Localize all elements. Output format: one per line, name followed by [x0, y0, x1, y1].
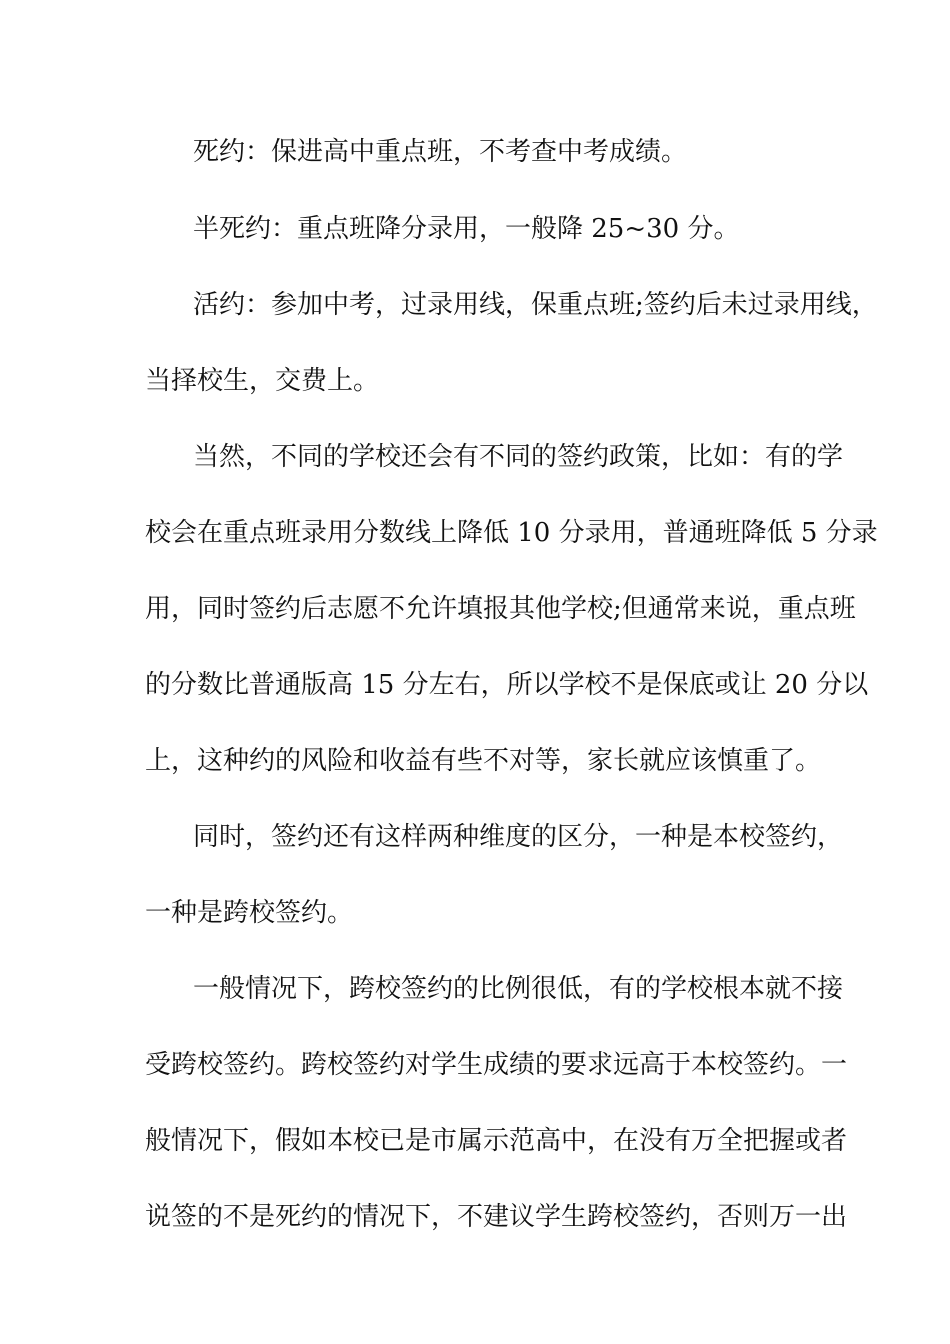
paragraph-line: 的分数比普通版高 15 分左右，所以学校不是保底或让 20 分以 — [145, 670, 869, 700]
paragraph-line: 上，这种约的风险和收益有些不对等，家长就应该慎重了。 — [145, 746, 822, 776]
paragraph-line: 死约：保进高中重点班，不考查中考成绩。 — [193, 137, 688, 167]
paragraph-line: 活约：参加中考，过录用线，保重点班;签约后未过录用线， — [193, 290, 878, 320]
paragraph-line: 一般情况下，跨校签约的比例很低，有的学校根本就不接 — [193, 974, 844, 1004]
paragraph-line: 说签的不是死约的情况下，不建议学生跨校签约，否则万一出 — [145, 1202, 848, 1232]
paragraph-line: 当择校生，交费上。 — [145, 366, 380, 396]
paragraph-line: 般情况下，假如本校已是市属示范高中，在没有万全把握或者 — [145, 1126, 848, 1156]
paragraph-line: 受跨校签约。跨校签约对学生成绩的要求远高于本校签约。一 — [145, 1050, 848, 1080]
paragraph-line: 当然，不同的学校还会有不同的签约政策，比如：有的学 — [193, 442, 844, 472]
paragraph-line: 一种是跨校签约。 — [145, 898, 354, 928]
paragraph-line: 校会在重点班录用分数线上降低 10 分录用，普通班降低 5 分录 — [145, 518, 878, 548]
paragraph-line: 用，同时签约后志愿不允许填报其他学校;但通常来说，重点班 — [145, 594, 856, 624]
paragraph-line: 同时，签约还有这样两种维度的区分，一种是本校签约， — [193, 822, 844, 852]
paragraph-line: 半死约：重点班降分录用，一般降 25~30 分。 — [193, 214, 740, 244]
